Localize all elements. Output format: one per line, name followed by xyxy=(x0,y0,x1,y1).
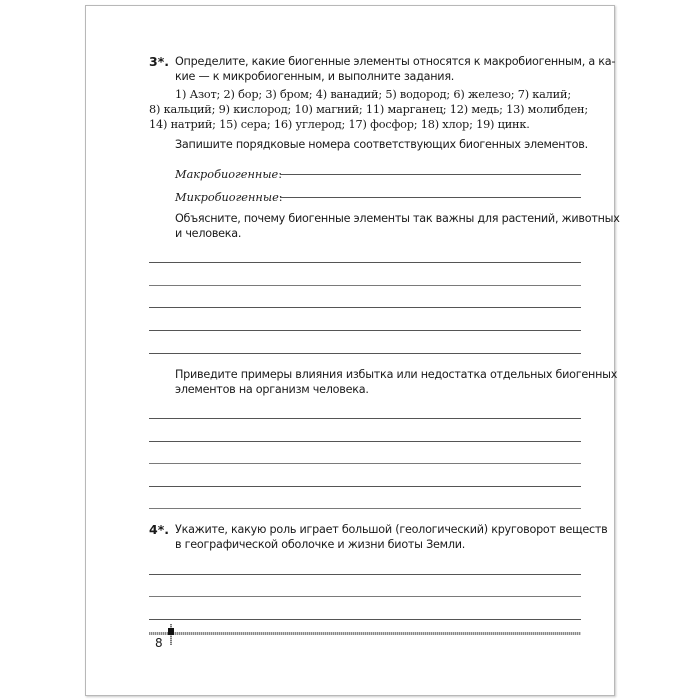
task-4-answer-line-3[interactable] xyxy=(149,619,581,620)
explain-prompt-line-2: и человека. xyxy=(175,227,242,240)
macro-label-colon: : xyxy=(278,168,282,181)
macro-answer-line[interactable] xyxy=(280,174,581,175)
examples-answer-line-5[interactable] xyxy=(149,508,581,509)
task-4-prompt-line-2: в географической оболочке и жизни биоты Земли. xyxy=(175,538,466,551)
examples-answer-line-2[interactable] xyxy=(149,441,581,442)
task-4-answer-line-1[interactable] xyxy=(149,574,581,575)
instruction-text: Запишите порядковые номера соответствующих биогенных элементов. xyxy=(175,138,588,151)
task-4-prompt-line-1: Укажите, какую роль играет большой (геологический) круговорот веществ xyxy=(175,523,608,536)
micro-label xyxy=(175,186,282,205)
examples-prompt-line-1: Приведите примеры влияния избытка или недостатка отдельных биогенных xyxy=(175,368,618,381)
macro-label-text: Макробиогенные xyxy=(175,168,279,181)
micro-label-colon: : xyxy=(278,191,283,204)
explain-answer-line-2[interactable] xyxy=(149,285,581,286)
page-number: 8 xyxy=(155,636,163,650)
task-4-number: 4*. xyxy=(149,522,169,537)
macro-label xyxy=(175,163,282,182)
explain-answer-line-5[interactable] xyxy=(149,353,581,354)
micro-label-text: Микробиогенные xyxy=(175,191,279,204)
examples-answer-line-4[interactable] xyxy=(149,486,581,487)
micro-answer-line[interactable] xyxy=(280,197,581,198)
examples-answer-line-1[interactable] xyxy=(149,418,581,419)
explain-answer-line-4[interactable] xyxy=(149,330,581,331)
task-4-answer-line-2[interactable] xyxy=(149,596,581,597)
explain-prompt-line-1: Объясните, почему биогенные элементы так важны для растений, животных xyxy=(175,212,620,225)
footer-square-marker xyxy=(168,628,174,635)
examples-prompt-line-2: элементов на организм человека. xyxy=(175,383,369,396)
task-3-prompt-line-2: кие — к микробиогенным, и выполните задания. xyxy=(175,70,455,83)
explain-answer-line-1[interactable] xyxy=(149,262,581,263)
examples-answer-line-3[interactable] xyxy=(149,463,581,464)
explain-answer-line-3[interactable] xyxy=(149,307,581,308)
task-3-prompt-line-1: Определите, какие биогенные элементы относятся к макробиогенным, а ка- xyxy=(175,55,616,68)
footer-dotted-rule xyxy=(149,632,581,635)
elements-list-line-2: 8) кальций; 9) кислород; 10) магний; 11) марганец; 12) медь; 13) молибден; xyxy=(149,103,588,116)
elements-list-line-1: 1) Азот; 2) бор; 3) бром; 4) ванадий; 5) водород; 6) железо; 7) калий; xyxy=(175,88,571,101)
task-3-number: 3*. xyxy=(149,54,169,69)
elements-list-line-3: 14) натрий; 15) сера; 16) углерод; 17) фосфор; 18) хлор; 19) цинк. xyxy=(149,118,530,131)
